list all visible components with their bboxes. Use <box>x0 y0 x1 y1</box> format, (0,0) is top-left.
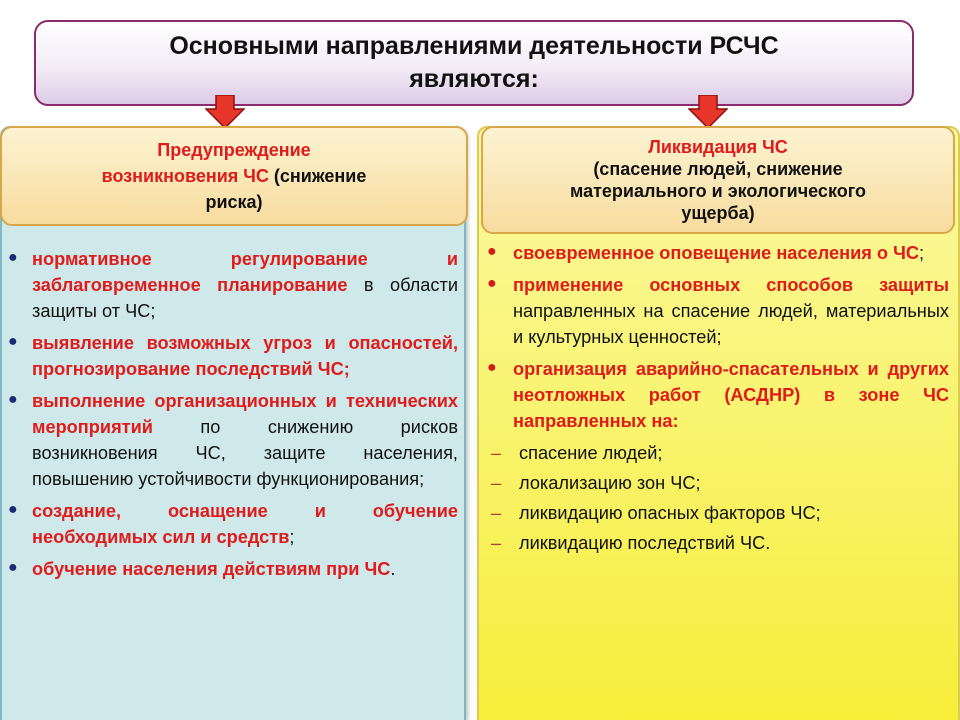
list-item-text: направленных на спасение людей, материальных и культурных ценностей; <box>513 301 949 347</box>
list-item-text: в области защиты от ЧС; <box>32 275 458 321</box>
list-item-text: . <box>390 559 396 579</box>
list-item <box>487 272 949 350</box>
bullet-icon: ● <box>8 391 18 408</box>
sub-list-item-text: спасение людей; <box>519 443 663 463</box>
sub-list-item-text: локализацию зон ЧС; <box>519 473 701 493</box>
sub-list-item-text: ликвидацию опасных факторов ЧС; <box>519 503 821 523</box>
prevention-header-line-3: риска) <box>205 192 263 212</box>
dash-icon: – <box>491 503 502 523</box>
liquidation-header <box>481 126 955 234</box>
prevention-list <box>8 246 458 588</box>
bullet-icon: ● <box>8 501 18 518</box>
sub-list-item <box>487 440 949 466</box>
sub-list-item-text: ликвидацию последствий ЧС. <box>519 533 771 553</box>
prevention-panel <box>0 126 466 720</box>
bullet-icon: ● <box>8 559 18 576</box>
title-box <box>34 20 914 106</box>
dash-icon: – <box>491 533 502 553</box>
liquidation-header-line-1: Ликвидация ЧС <box>648 137 788 157</box>
list-item-bold: обучение населения действиям при ЧС <box>32 559 391 579</box>
prevention-header-note: (снижение <box>268 166 367 186</box>
title-line-2: являются: <box>409 65 539 93</box>
list-item-bold: нормативное регулирование и заблаговременное планирование <box>32 249 458 295</box>
liquidation-list <box>487 240 949 560</box>
list-item-bold: создание, оснащение и обучение необходимых сил и средств <box>32 501 458 547</box>
liquidation-header-line-2: (спасение людей, снижение <box>593 159 843 179</box>
sub-list-item <box>487 530 949 556</box>
prevention-header <box>0 126 468 226</box>
bullet-icon: ● <box>8 249 18 266</box>
sub-list-item <box>487 470 949 496</box>
bullet-icon: ● <box>8 333 18 350</box>
liquidation-header-line-3: материального и экологического <box>570 181 866 201</box>
sub-list-item <box>487 500 949 526</box>
prevention-header-line-1: Предупреждение <box>157 140 311 160</box>
liquidation-header-line-4: ущерба) <box>681 203 755 223</box>
list-item <box>487 240 949 266</box>
list-item <box>8 498 458 550</box>
list-item-bold: организация аварийно-спасательных и других неотложных работ (АСДНР) в зоне ЧС направленных на: <box>513 359 949 431</box>
list-item-bold: своевременное оповещение населения о ЧС <box>513 243 919 263</box>
prevention-header-emergency: возникновения ЧС <box>101 166 269 186</box>
list-item <box>8 330 458 382</box>
list-item <box>487 356 949 434</box>
list-item <box>8 556 458 582</box>
list-item <box>8 246 458 324</box>
list-item-text: ; <box>919 243 925 263</box>
list-item-text: по снижению рисков возникновения ЧС, защите населения, повышению устойчивости функционирования; <box>32 417 458 489</box>
arrow-down-left-icon <box>205 95 245 129</box>
bullet-icon: ● <box>487 359 497 376</box>
list-item-bold: выявление возможных угроз и опасностей, прогнозирование последствий ЧС; <box>32 333 458 379</box>
bullet-icon: ● <box>487 243 497 260</box>
bullet-icon: ● <box>487 275 497 292</box>
list-item-bold: выполнение организационных и технических мероприятий <box>32 391 458 437</box>
list-item <box>8 388 458 492</box>
dash-icon: – <box>491 443 502 463</box>
dash-icon: – <box>491 473 502 493</box>
arrow-down-right-icon <box>688 95 728 129</box>
prevention-header-line-2 <box>102 163 367 189</box>
list-item-bold: применение основных способов защиты <box>513 275 949 295</box>
title-line-1: Основными направлениями деятельности РСЧС <box>169 32 779 60</box>
liquidation-panel <box>477 126 960 720</box>
list-item-text: ; <box>289 527 295 547</box>
